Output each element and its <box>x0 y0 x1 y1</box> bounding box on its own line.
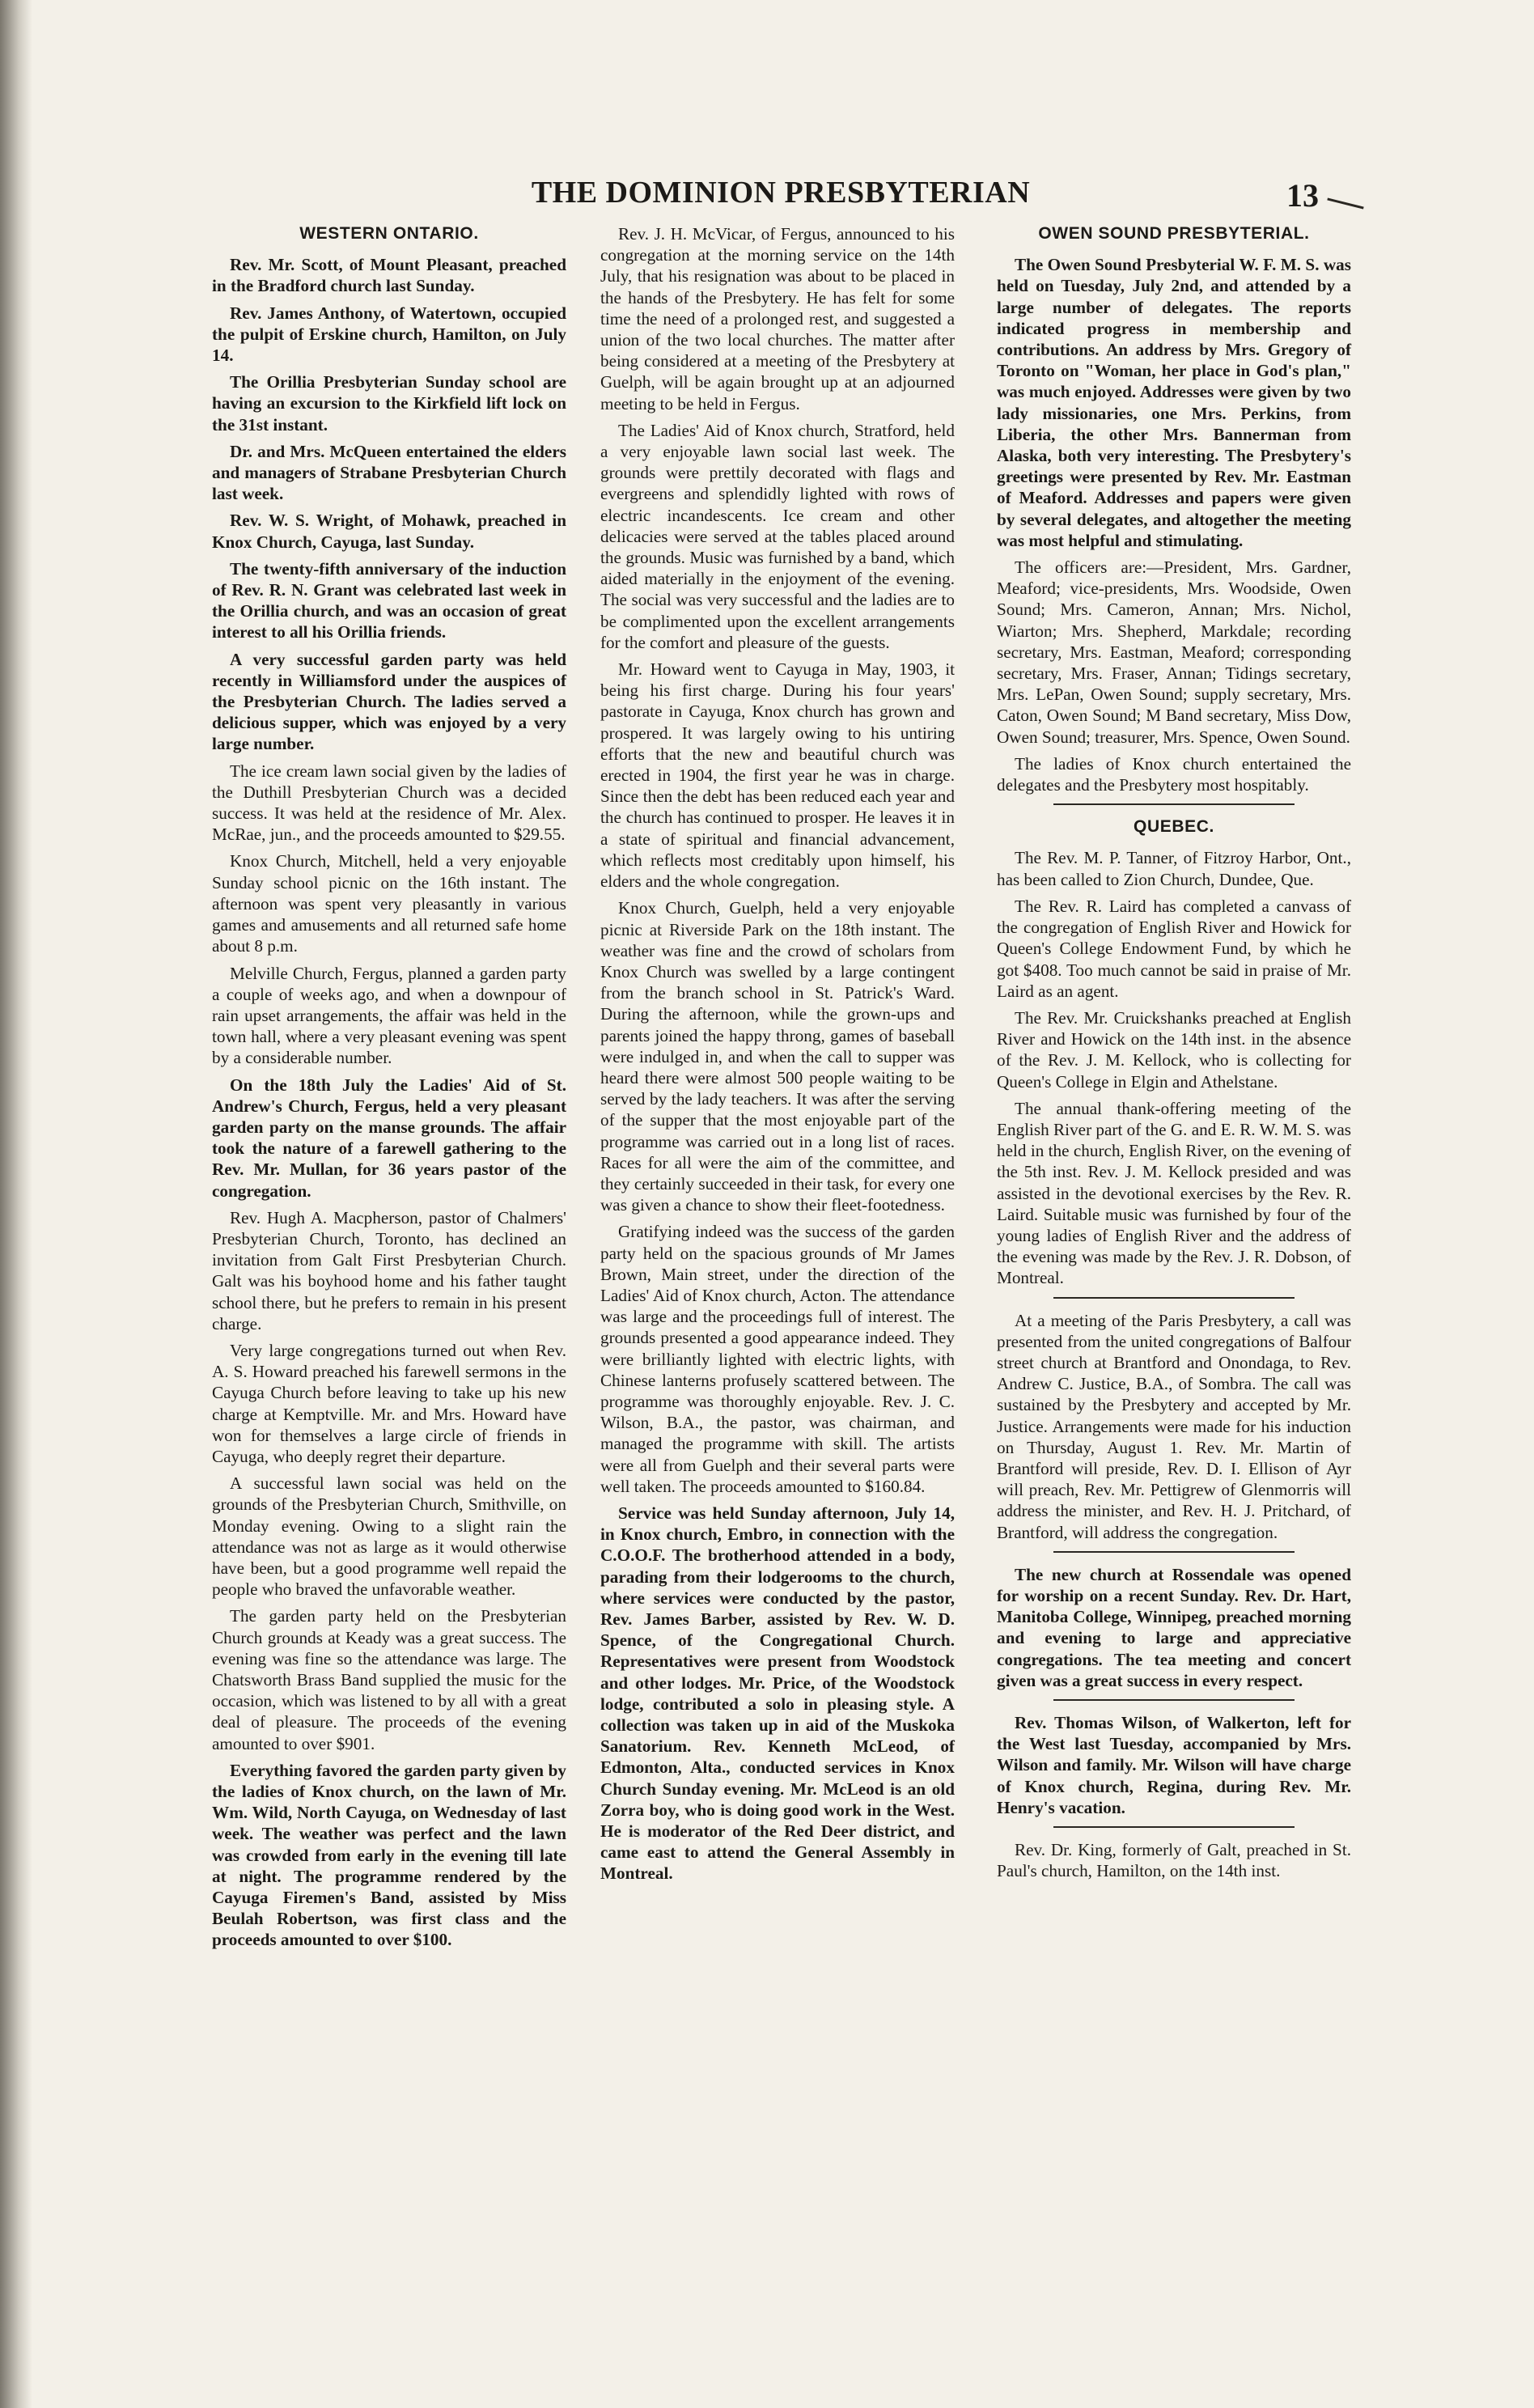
news-item: Everything favored the garden party given by the ladies of Knox church, on the lawn of Mr. Wm. Wild, North Cayuga, on Wednesday of last week. The weather was perfect and the lawn was crowded from early in the evening till late at night. The programme rendered by the Cayuga Firemen's Band, assisted by Miss Beulah Robertson, was first class and the proceeds amounted to over $100. <box>212 1760 566 1950</box>
news-item: Melville Church, Fergus, planned a garden party a couple of weeks ago, and when a downpour of rain upset arrangements, the affair was held in the town hall, where a very pleasant evening was spent by a considerable number. <box>212 963 566 1068</box>
news-item: Rev. W. S. Wright, of Mohawk, preached in Knox Church, Cayuga, last Sunday. <box>212 511 566 552</box>
news-item: The Rev. Mr. Cruickshanks preached at English River and Howick on the 14th inst. in the absence of the Rev. J. M. Kellock, who is collecting for Queen's College in Elgin and Athelstane. <box>997 1007 1351 1092</box>
section-heading-western-ontario: WESTERN ONTARIO. <box>299 224 479 243</box>
news-item: Rev. Mr. Scott, of Mount Pleasant, preached in the Bradford church last Sunday. <box>212 255 566 296</box>
section-divider <box>1053 803 1295 805</box>
news-item: At a meeting of the Paris Presbytery, a call was presented from the united congregations of Balfour street church at Brantford and Onondaga, to Rev. Andrew C. Justice, B.A., of Sombra. The call was sustained by the Presbytery and accepted by Mr. Justice. Arrangements were made for his induction on Thursday, August 1. Rev. Mr. Martin of Brantford will preside, Rev. D. I. Ellison of Ayr will preach, Rev. Mr. Pettigrew of Glenmorris will address the minister, and Rev. H. J. Pritchard, of Brantford, will address the congregation. <box>997 1310 1351 1542</box>
news-item: Very large congregations turned out when Rev. A. S. Howard preached his farewell sermons in the Cayuga Church before leaving to take up his new charge at Kemptville. Mr. and Mrs. Howard have won for themselves a large circle of friends in Cayuga, who deeply regret their departure. <box>212 1340 566 1466</box>
section-heading-quebec: QUEBEC. <box>1134 817 1214 837</box>
news-item: Gratifying indeed was the success of the garden party held on the spacious grounds of Mr James Brown, Main street, under the direction of the Ladies' Aid of Knox church, Acton. The attendance was large and the proceedings full of interest. The grounds presented a good appearance indeed. They were brilliantly lighted with electric lights, with Chinese lanterns profusely scattered between. The programme was thoroughly enjoyable. Rev. J. C. Wilson, B.A., the pastor, was chairman, and managed the programme with skill. The artists were all from Guelph and their several parts were well taken. The proceeds amounted to $160.84. <box>600 1222 955 1496</box>
page-number-dash <box>1327 197 1363 209</box>
news-item: Knox Church, Guelph, held a very enjoyable picnic at Riverside Park on the 18th instant. The weather was fine and the crowd of scholars from Knox Church was swelled by a large contingent from the branch school in St. Patrick's Ward. During the afternoon, while the grown-ups and parents joined the happy throng, games of baseball were indulged in, and when the call to supper was heard there were almost 500 people waiting to be served by the lady teachers. It was after the serving of the supper that the most enjoyable part of the programme was carried out in a long list of races. Races for all were the aim of the committee, and they certainly succeeded in their task, for every one was given a chance to show their fleet-footedness. <box>600 898 955 1215</box>
column-1 <box>212 223 566 1956</box>
news-item: Rev. Thomas Wilson, of Walkerton, left for the West last Tuesday, accompanied by Mrs. Wilson and family. Mr. Wilson will have charge of Knox church, Regina, during Rev. Mr. Henry's vacation. <box>997 1713 1351 1817</box>
section-divider <box>1053 1699 1295 1701</box>
news-item: Rev. J. H. McVicar, of Fergus, announced to his congregation at the morning service on the 14th July, that his resignation was about to be placed in the hands of the Presbytery. He has felt for some time the need of a prolonged rest, and suggested a union of the two local churches. The matter after being considered at a meeting of the Presbytery at Guelph, will be again brought up at an adjourned meeting to be held in Fergus. <box>600 224 955 413</box>
news-item: The new church at Rossendale was opened for worship on a recent Sunday. Rev. Dr. Hart, Manitoba College, Winnipeg, preached morning and evening to large and appreciative congregations. The tea meeting and concert given was a great success in every respect. <box>997 1564 1351 1690</box>
news-item: The twenty-fifth anniversary of the induction of Rev. R. N. Grant was celebrated last week in the Orillia church, and was an occasion of great interest to all his Orillia friends. <box>212 558 566 642</box>
binding-shadow <box>0 0 32 2408</box>
news-item: Mr. Howard went to Cayuga in May, 1903, it being his first charge. During his four years' pastorate in Cayuga, Knox church has grown and prospered. It was largely owing to his untiring efforts that the new and beautiful church was erected in 1904, the first year he was in charge. Since then the debt has been reduced each year and the church has continued to prosper. He leaves it in a state of spiritual and financial advancement, which reflects most creditably upon himself, his elders and the whole congregation. <box>600 659 955 892</box>
column-2 <box>600 223 955 1890</box>
news-item: The Orillia Presbyterian Sunday school are having an excursion to the Kirkfield lift lock on the 31st instant. <box>212 372 566 435</box>
section-divider <box>1053 1551 1295 1553</box>
news-item: The officers are:—President, Mrs. Gardner, Meaford; vice-presidents, Mrs. Woodside, Owen Sound; Mrs. Cameron, Annan; Mrs. Nichol, Wiarton; Mrs. Shepherd, Markdale; recording secretary, Mrs. Eastman, Meaford; corresponding secretary, Mrs. Fraser, Annan; Tidings secretary, Mrs. LePan, Owen Sound; supply secretary, Mrs. Caton, Owen Sound; M Band secretary, Miss Dow, Owen Sound; treasurer, Mrs. Spence, Owen Sound. <box>997 557 1351 747</box>
news-item: On the 18th July the Ladies' Aid of St. Andrew's Church, Fergus, held a very pleasant garden party on the manse grounds. The affair took the nature of a farewell gathering to the Rev. Mr. Mullan, for 36 years pastor of the congregation. <box>212 1075 566 1201</box>
section-heading-owen-sound: OWEN SOUND PRESBYTERIAL. <box>1038 224 1310 243</box>
news-item: The Rev. R. Laird has completed a canvass of the congregation of English River and Howick for Queen's College Endowment Fund, by which he got $408. Too much cannot be said in praise of Mr. Laird as an agent. <box>997 896 1351 1001</box>
publication-title: THE DOMINION PRESBYTERIAN <box>531 176 1031 210</box>
news-item: The Ladies' Aid of Knox church, Stratford, held a very enjoyable lawn social last week. The grounds were prettily decorated with flags and evergreens and splendidly lighted with rows of electric incandescents. Ice cream and other delicacies were served at the tables placed around the grounds. Music was furnished by a band, which aided materially in the enjoyment of the evening. The social was very successful and the ladies are to be complimented upon the excellent arrangements for the comfort and pleasure of the guests. <box>600 420 955 652</box>
news-item: The garden party held on the Presbyterian Church grounds at Keady was a great success. The evening was fine so the attendance was large. The Chatsworth Brass Band supplied the music for the occasion, which was listened to by all with a great deal of pleasure. The proceeds of the evening amounted to over $901. <box>212 1606 566 1753</box>
news-item: The ice cream lawn social given by the ladies of the Duthill Presbyterian Church was a decided success. It was held at the residence of Mr. Alex. McRae, jun., and the proceeds amounted to $29.55. <box>212 761 566 845</box>
news-item: Service was held Sunday afternoon, July 14, in Knox church, Embro, in connection with the C.O.O.F. The brotherhood attended in a body, parading from their lodgerooms to the church, where services were conducted by the pastor, Rev. James Barber, assisted by Rev. W. D. Spence, of the Congregational Church. Representatives were present from Woodstock and other lodges. Mr. Price, of the Woodstock lodge, contributed a solo in pleasing style. A collection was taken up in aid of the Muskoka Sanatorium. Rev. Kenneth McLeod, of Edmonton, Alta., conducted services in Knox Church Sunday evening. Mr. McLeod is an old Zorra boy, who is doing good work in the West. He is moderator of the Red Deer district, and came east to attend the General Assembly in Montreal. <box>600 1503 955 1884</box>
news-item: Rev. Hugh A. Macpherson, pastor of Chalmers' Presbyterian Church, Toronto, has declined an invitation from Galt First Presbyterian Church. Galt was his boyhood home and his father taught school there, but he prefers to remain in his present charge. <box>212 1207 566 1333</box>
page-number: 13 <box>1286 177 1319 214</box>
news-item: The Rev. M. P. Tanner, of Fitzroy Harbor, Ont., has been called to Zion Church, Dundee, Que. <box>997 848 1351 889</box>
news-item: The Owen Sound Presbyterial W. F. M. S. was held on Tuesday, July 2nd, and attended by a large number of delegates. The reports indicated progress in membership and contributions. An address by Mrs. Gregory of Toronto on "Woman, her place in God's plan," was much enjoyed. Addresses were given by two lady missionaries, one Mrs. Perkins, from Liberia, the other Mrs. Bannerman from Alaska, both very interesting. The Presbytery's greetings were presented by Rev. Mr. Eastman of Meaford. Addresses and papers were given by several delegates, and altogether the meeting was most helpful and stimulating. <box>997 255 1351 550</box>
news-item: Rev. Dr. King, formerly of Galt, preached in St. Paul's church, Hamilton, on the 14th inst. <box>997 1840 1351 1881</box>
section-divider <box>1053 1826 1295 1828</box>
news-item: The annual thank-offering meeting of the English River part of the G. and E. R. W. M. S. was held in the church, English River, on the evening of the 5th inst. Rev. J. M. Kellock presided and was assisted in the devotional exercises by the Rev. R. Laird. Suitable music was furnished by four of the young ladies of English River and the address of the evening was made by the Rev. J. R. Dobson, of Montreal. <box>997 1098 1351 1288</box>
column-3 <box>997 223 1351 1887</box>
news-item: Dr. and Mrs. McQueen entertained the elders and managers of Strabane Presbyterian Church last week. <box>212 441 566 504</box>
news-item: The ladies of Knox church entertained the delegates and the Presbytery most hospitably. <box>997 753 1351 795</box>
news-item: A very successful garden party was held recently in Williamsford under the auspices of the Presbyterian Church. The ladies served a delicious supper, which was enjoyed by a very large number. <box>212 649 566 754</box>
section-divider <box>1053 1297 1295 1299</box>
page-header <box>243 175 1319 215</box>
news-item: Rev. James Anthony, of Watertown, occupied the pulpit of Erskine church, Hamilton, on July 14. <box>212 303 566 366</box>
news-item: Knox Church, Mitchell, held a very enjoyable Sunday school picnic on the 16th instant. The afternoon was spent very pleasantly in various games and amusements and all returned safe home about 8 p.m. <box>212 851 566 956</box>
news-item: A successful lawn social was held on the grounds of the Presbyterian Church, Smithville, on Monday evening. Owing to a slight rain the attendance was not as large as it would otherwise have been, but a good programme well repaid the people who braved the unfavorable weather. <box>212 1473 566 1600</box>
